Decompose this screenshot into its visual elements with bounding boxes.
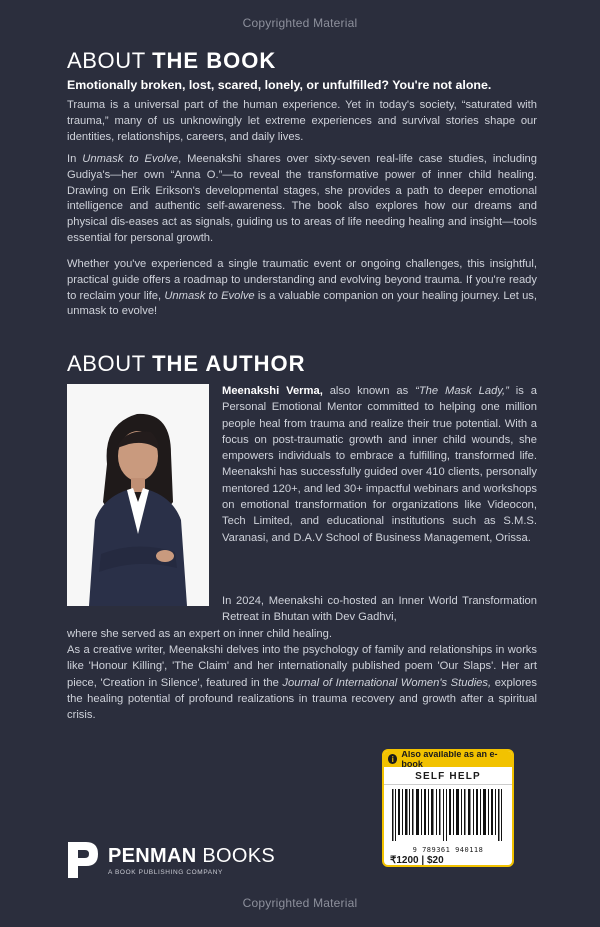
- book-description-paragraph-1: Trauma is a universal part of the human experience. Yet in today's society, “saturated with trauma,” many of us unknowingly let extreme experiences and survival stories shape our identities, relationships, careers, and daily lives.: [67, 99, 537, 143]
- barcode-panel: [382, 749, 514, 867]
- author-bio-paragraph-2-continued: where she served as an expert on inner child healing.: [67, 628, 332, 640]
- book-tagline: Emotionally broken, lost, scared, lonely, or unfulfilled? You're not alone.: [67, 78, 492, 92]
- publisher-name: PENMAN BOOKS: [108, 844, 275, 867]
- info-icon: i: [388, 754, 397, 764]
- about-author-heading: ABOUT THE AUTHOR: [67, 351, 306, 376]
- publisher-logo: [66, 840, 275, 880]
- author-photo: [67, 384, 209, 606]
- book-title: Unmask to Evolve: [164, 289, 255, 302]
- isbn-barcode: [390, 789, 508, 841]
- journal-title: Journal of International Women's Studies,: [282, 676, 492, 689]
- author-bio-paragraph-1: Meenakshi Verma, also known as “The Mask Lady,” is a Personal Emotional Mentor committed to helping one million people heal from trauma and realize their true potential. With a focus on post-traumatic growth and inner child wounds, she empowers individuals to embrace a fulfilling, transformed life. Meenakshi has successfully guided over 410 clients, personally mentored 120+, and led 30+ impactful webinars and workshops on emotional transformation for organizations like Videocon, Tech Limited, and educational institutions such as S.M.S. Varanasi, and D.A.V School of Business Management, Orissa.: [222, 385, 537, 544]
- about-book-heading: ABOUT THE BOOK: [67, 48, 277, 73]
- author-bio-paragraph-3: As a creative writer, Meenakshi delves into the psychology of family and relationships in works like 'Honour Killing', 'The Claim' and her internationally published poem 'Our Slaps'. Her art piece, 'Creation in Silence', featured in the Journal of International Women's Studies, explores the healing potential of profound realizations in trauma recovery and growth after a spiritual crisis.: [67, 644, 537, 722]
- copyright-watermark-bottom: Copyrighted Material: [242, 896, 358, 910]
- publisher-tagline: A BOOK PUBLISHING COMPANY: [108, 868, 223, 876]
- price-label: ₹1200 | $20: [390, 855, 444, 866]
- author-nickname: “The Mask Lady,”: [415, 385, 509, 397]
- isbn-number: 9 789361 940118: [412, 846, 484, 854]
- book-description-paragraph-3: Whether you've experienced a single traumatic event or ongoing challenges, this insightful, practical guide offers a roadmap to understanding and evolving beyond trauma. If you're ready to reclaim your life, Unmask to Evolve is a valuable companion on your healing journey. Let us, unmask to evolve!: [67, 258, 537, 318]
- category-label: SELF HELP: [384, 767, 512, 785]
- book-description-paragraph-2: In Unmask to Evolve, Meenakshi shares over sixty-seven real-life case studies, including Gudiya's—her own “Anna O.”—to reveal the transformative power of inner child healing. Drawing on Erik Erikson's developmental stages, she provides a path to deeper emotional intelligence and authentic self-awareness. The book also explores how our dreams and physical dis-eases act as signals, guiding us to areas of life needing healing and insight—tools essential for personal growth.: [67, 153, 537, 244]
- penman-logo-icon: [66, 840, 100, 880]
- ebook-banner: i Also available as an e-book: [384, 751, 512, 767]
- author-bio-paragraph-2: In 2024, Meenakshi co-hosted an Inner World Transformation Retreat in Bhutan with Dev Gadhvi,: [222, 595, 537, 624]
- copyright-watermark-top: Copyrighted Material: [242, 16, 358, 30]
- author-name: Meenakshi Verma,: [222, 385, 323, 397]
- book-title: Unmask to Evolve: [82, 153, 179, 165]
